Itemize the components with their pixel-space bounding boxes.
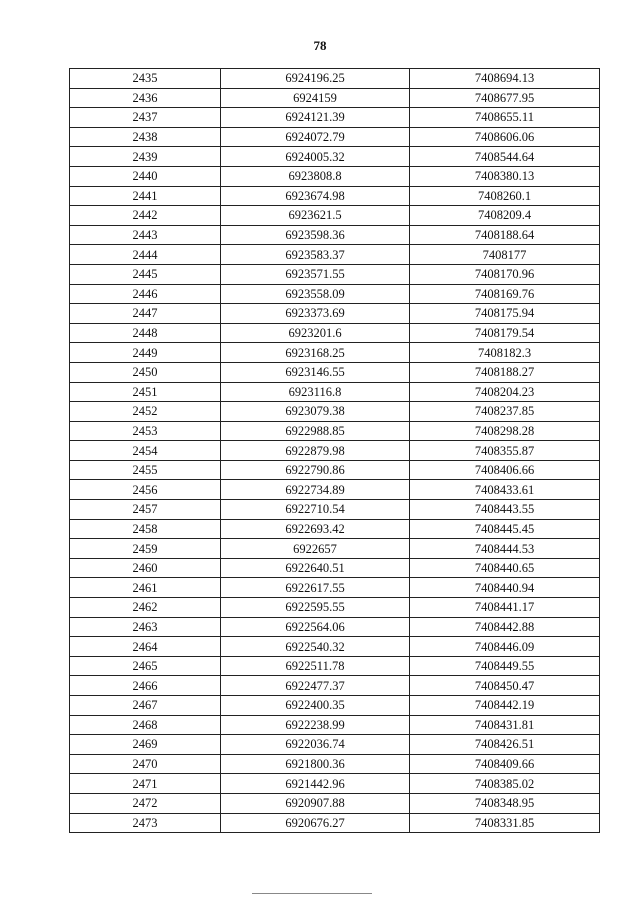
x-coordinate-cell: 6923079.38	[221, 402, 410, 422]
point-number-cell: 2443	[70, 225, 221, 245]
point-number-cell: 2447	[70, 304, 221, 324]
y-coordinate-cell: 7408175.94	[410, 304, 600, 324]
table-row	[70, 793, 600, 813]
y-coordinate-cell: 7408441.17	[410, 598, 600, 618]
y-coordinate-cell: 7408440.94	[410, 578, 600, 598]
point-number-cell: 2469	[70, 735, 221, 755]
point-number-cell: 2470	[70, 754, 221, 774]
x-coordinate-cell: 6923674.98	[221, 186, 410, 206]
y-coordinate-cell: 7408170.96	[410, 264, 600, 284]
point-number-cell: 2436	[70, 88, 221, 108]
x-coordinate-cell: 6924159	[221, 88, 410, 108]
y-coordinate-cell: 7408406.66	[410, 460, 600, 480]
point-number-cell: 2467	[70, 696, 221, 716]
x-coordinate-cell: 6922988.85	[221, 421, 410, 441]
x-coordinate-cell: 6922477.37	[221, 676, 410, 696]
point-number-cell: 2449	[70, 343, 221, 363]
table-row	[70, 108, 600, 128]
x-coordinate-cell: 6922036.74	[221, 735, 410, 755]
x-coordinate-cell: 6922564.06	[221, 617, 410, 637]
table-row	[70, 598, 600, 618]
table-row	[70, 323, 600, 343]
point-number-cell: 2446	[70, 284, 221, 304]
table-row	[70, 441, 600, 461]
x-coordinate-cell: 6923598.36	[221, 225, 410, 245]
point-number-cell: 2456	[70, 480, 221, 500]
x-coordinate-cell: 6922238.99	[221, 715, 410, 735]
table-row	[70, 264, 600, 284]
y-coordinate-cell: 7408204.23	[410, 382, 600, 402]
point-number-cell: 2458	[70, 519, 221, 539]
table-row	[70, 637, 600, 657]
y-coordinate-cell: 7408606.06	[410, 127, 600, 147]
table-row	[70, 519, 600, 539]
y-coordinate-cell: 7408694.13	[410, 69, 600, 89]
table-row	[70, 774, 600, 794]
y-coordinate-cell: 7408385.02	[410, 774, 600, 794]
y-coordinate-cell: 7408544.64	[410, 147, 600, 167]
x-coordinate-cell: 6921442.96	[221, 774, 410, 794]
point-number-cell: 2471	[70, 774, 221, 794]
y-coordinate-cell: 7408260.1	[410, 186, 600, 206]
x-coordinate-cell: 6922595.55	[221, 598, 410, 618]
y-coordinate-cell: 7408237.85	[410, 402, 600, 422]
x-coordinate-cell: 6923201.6	[221, 323, 410, 343]
x-coordinate-cell: 6924196.25	[221, 69, 410, 89]
point-number-cell: 2472	[70, 793, 221, 813]
y-coordinate-cell: 7408677.95	[410, 88, 600, 108]
y-coordinate-cell: 7408442.88	[410, 617, 600, 637]
x-coordinate-cell: 6923146.55	[221, 362, 410, 382]
x-coordinate-cell: 6922734.89	[221, 480, 410, 500]
table-row	[70, 362, 600, 382]
table-row	[70, 147, 600, 167]
table-row	[70, 166, 600, 186]
x-coordinate-cell: 6924072.79	[221, 127, 410, 147]
point-number-cell: 2453	[70, 421, 221, 441]
y-coordinate-cell: 7408445.45	[410, 519, 600, 539]
x-coordinate-cell: 6923583.37	[221, 245, 410, 265]
x-coordinate-cell: 6922640.51	[221, 558, 410, 578]
x-coordinate-cell: 6923621.5	[221, 206, 410, 226]
y-coordinate-cell: 7408188.64	[410, 225, 600, 245]
y-coordinate-cell: 7408433.61	[410, 480, 600, 500]
coordinates-table-body	[70, 69, 600, 833]
table-row	[70, 656, 600, 676]
x-coordinate-cell: 6924005.32	[221, 147, 410, 167]
y-coordinate-cell: 7408331.85	[410, 813, 600, 833]
point-number-cell: 2442	[70, 206, 221, 226]
table-row	[70, 304, 600, 324]
y-coordinate-cell: 7408355.87	[410, 441, 600, 461]
y-coordinate-cell: 7408177	[410, 245, 600, 265]
x-coordinate-cell: 6923116.8	[221, 382, 410, 402]
y-coordinate-cell: 7408298.28	[410, 421, 600, 441]
point-number-cell: 2450	[70, 362, 221, 382]
point-number-cell: 2441	[70, 186, 221, 206]
y-coordinate-cell: 7408443.55	[410, 500, 600, 520]
x-coordinate-cell: 6922790.86	[221, 460, 410, 480]
table-row	[70, 284, 600, 304]
point-number-cell: 2462	[70, 598, 221, 618]
table-row	[70, 245, 600, 265]
table-row	[70, 754, 600, 774]
point-number-cell: 2438	[70, 127, 221, 147]
y-coordinate-cell: 7408179.54	[410, 323, 600, 343]
y-coordinate-cell: 7408449.55	[410, 656, 600, 676]
x-coordinate-cell: 6922540.32	[221, 637, 410, 657]
table-row	[70, 88, 600, 108]
table-row	[70, 343, 600, 363]
coordinates-table	[69, 68, 600, 833]
x-coordinate-cell: 6920907.88	[221, 793, 410, 813]
point-number-cell: 2437	[70, 108, 221, 128]
table-row	[70, 460, 600, 480]
x-coordinate-cell: 6920676.27	[221, 813, 410, 833]
table-row	[70, 813, 600, 833]
table-row	[70, 578, 600, 598]
table-row	[70, 480, 600, 500]
y-coordinate-cell: 7408169.76	[410, 284, 600, 304]
point-number-cell: 2451	[70, 382, 221, 402]
table-row	[70, 558, 600, 578]
x-coordinate-cell: 6923168.25	[221, 343, 410, 363]
x-coordinate-cell: 6922511.78	[221, 656, 410, 676]
table-row	[70, 402, 600, 422]
point-number-cell: 2444	[70, 245, 221, 265]
point-number-cell: 2466	[70, 676, 221, 696]
table-row	[70, 715, 600, 735]
table-row	[70, 382, 600, 402]
table-row	[70, 206, 600, 226]
point-number-cell: 2468	[70, 715, 221, 735]
point-number-cell: 2463	[70, 617, 221, 637]
y-coordinate-cell: 7408440.65	[410, 558, 600, 578]
table-row	[70, 186, 600, 206]
x-coordinate-cell: 6922710.54	[221, 500, 410, 520]
point-number-cell: 2445	[70, 264, 221, 284]
y-coordinate-cell: 7408209.4	[410, 206, 600, 226]
table-row	[70, 676, 600, 696]
point-number-cell: 2473	[70, 813, 221, 833]
point-number-cell: 2452	[70, 402, 221, 422]
point-number-cell: 2439	[70, 147, 221, 167]
table-row	[70, 127, 600, 147]
point-number-cell: 2459	[70, 539, 221, 559]
x-coordinate-cell: 6923558.09	[221, 284, 410, 304]
bottom-divider	[252, 893, 372, 894]
x-coordinate-cell: 6923571.55	[221, 264, 410, 284]
y-coordinate-cell: 7408444.53	[410, 539, 600, 559]
table-row	[70, 735, 600, 755]
point-number-cell: 2465	[70, 656, 221, 676]
table-row	[70, 69, 600, 89]
x-coordinate-cell: 6923373.69	[221, 304, 410, 324]
y-coordinate-cell: 7408442.19	[410, 696, 600, 716]
point-number-cell: 2457	[70, 500, 221, 520]
point-number-cell: 2454	[70, 441, 221, 461]
x-coordinate-cell: 6922879.98	[221, 441, 410, 461]
y-coordinate-cell: 7408188.27	[410, 362, 600, 382]
table-row	[70, 617, 600, 637]
y-coordinate-cell: 7408182.3	[410, 343, 600, 363]
y-coordinate-cell: 7408409.66	[410, 754, 600, 774]
table-row	[70, 500, 600, 520]
x-coordinate-cell: 6922617.55	[221, 578, 410, 598]
x-coordinate-cell: 6922693.42	[221, 519, 410, 539]
y-coordinate-cell: 7408380.13	[410, 166, 600, 186]
x-coordinate-cell: 6922657	[221, 539, 410, 559]
point-number-cell: 2440	[70, 166, 221, 186]
point-number-cell: 2435	[70, 69, 221, 89]
x-coordinate-cell: 6923808.8	[221, 166, 410, 186]
x-coordinate-cell: 6921800.36	[221, 754, 410, 774]
point-number-cell: 2455	[70, 460, 221, 480]
table-row	[70, 696, 600, 716]
point-number-cell: 2460	[70, 558, 221, 578]
point-number-cell: 2461	[70, 578, 221, 598]
y-coordinate-cell: 7408450.47	[410, 676, 600, 696]
y-coordinate-cell: 7408348.95	[410, 793, 600, 813]
page-number: 78	[313, 38, 327, 53]
y-coordinate-cell: 7408446.09	[410, 637, 600, 657]
y-coordinate-cell: 7408431.81	[410, 715, 600, 735]
table-row	[70, 225, 600, 245]
y-coordinate-cell: 7408655.11	[410, 108, 600, 128]
point-number-cell: 2464	[70, 637, 221, 657]
table-row	[70, 539, 600, 559]
y-coordinate-cell: 7408426.51	[410, 735, 600, 755]
table-row	[70, 421, 600, 441]
point-number-cell: 2448	[70, 323, 221, 343]
x-coordinate-cell: 6924121.39	[221, 108, 410, 128]
x-coordinate-cell: 6922400.35	[221, 696, 410, 716]
